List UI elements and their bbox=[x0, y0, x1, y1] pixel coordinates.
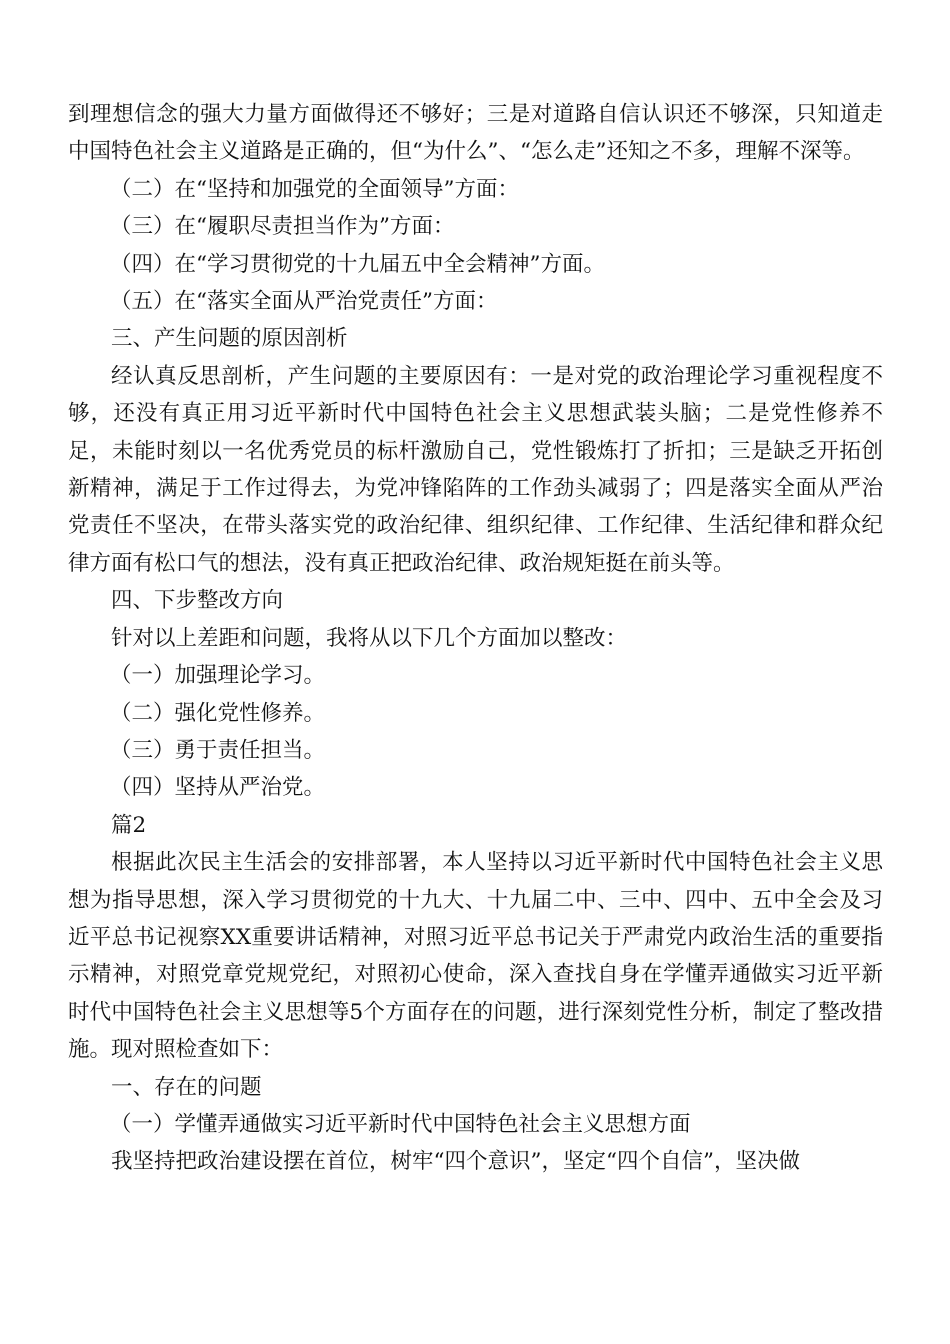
section-heading: 一、存在的问题 bbox=[111, 1074, 262, 1100]
paragraph-continuation: 到理想信念的强大力量方面做得还不够好；三是对道路自信认识还不够深，只知道走中国特色社会主义道路是正确的，但“为什么”、“怎么走”还知之不多，理解不深等。 bbox=[68, 102, 883, 165]
paragraph: 针对以上差距和问题，我将从以下几个方面加以整改： bbox=[111, 625, 628, 651]
paragraph: 经认真反思剖析，产生问题的主要原因有：一是对党的政治理论学习重视程度不够，还没有真正用习近平新时代中国特色社会主义思想武装头脑；二是党性修养不足，未能时刻以一名优秀党员的标杆激励自己，党性锻炼打了折扣；三是缺乏开拓创新精神，满足于工作过得去，为党冲锋陷阵的工作劲头减弱了；四是落实全面从严治党责任不坚决，在带头落实党的政治纪律、组织纪律、工作纪律、生活纪律和群众纪律方面有松口气的想法，没有真正把政治纪律、政治规矩挺在前头等。 bbox=[68, 363, 883, 576]
subheading-item: （一）学懂弄通做实习近平新时代中国特色社会主义思想方面 bbox=[110, 1111, 691, 1137]
document-body bbox=[68, 96, 883, 1181]
article-label: 篇2 bbox=[111, 812, 147, 838]
subheading-item: （二）在“坚持和加强党的全面领导”方面： bbox=[110, 176, 519, 202]
subheading-item: （二）强化党性修养。 bbox=[110, 700, 326, 726]
paragraph: 根据此次民主生活会的安排部署，本人坚持以习近平新时代中国特色社会主义思想为指导思想，深入学习贯彻党的十九大、十九届二中、三中、四中、五中全会及习近平总书记视察XX重要讲话精神，对照习近平总书记关于严肃党内政治生活的重要指示精神，对照党章党规党纪，对照初心使命，深入查找自身在学懂弄通做实习近平新时代中国特色社会主义思想等5个方面存在的问题，进行深刻党性分析，制定了整改措施。现对照检查如下： bbox=[68, 850, 883, 1063]
subheading-item: （一）加强理论学习。 bbox=[110, 663, 326, 689]
section-heading: 三、产生问题的原因剖析 bbox=[111, 326, 348, 352]
paragraph: 我坚持把政治建设摆在首位，树牢“四个意识”，坚定“四个自信”，坚决做 bbox=[111, 1149, 800, 1175]
subheading-item: （四）坚持从严治党。 bbox=[110, 775, 326, 801]
section-heading: 四、下步整改方向 bbox=[111, 588, 284, 614]
subheading-item: （三）在“履职尽责担当作为”方面： bbox=[110, 214, 455, 240]
subheading-item: （三）勇于责任担当。 bbox=[110, 737, 326, 763]
subheading-item: （四）在“学习贯彻党的十九届五中全会精神”方面。 bbox=[110, 251, 605, 277]
subheading-item: （五）在“落实全面从严治党责任”方面： bbox=[110, 289, 498, 315]
